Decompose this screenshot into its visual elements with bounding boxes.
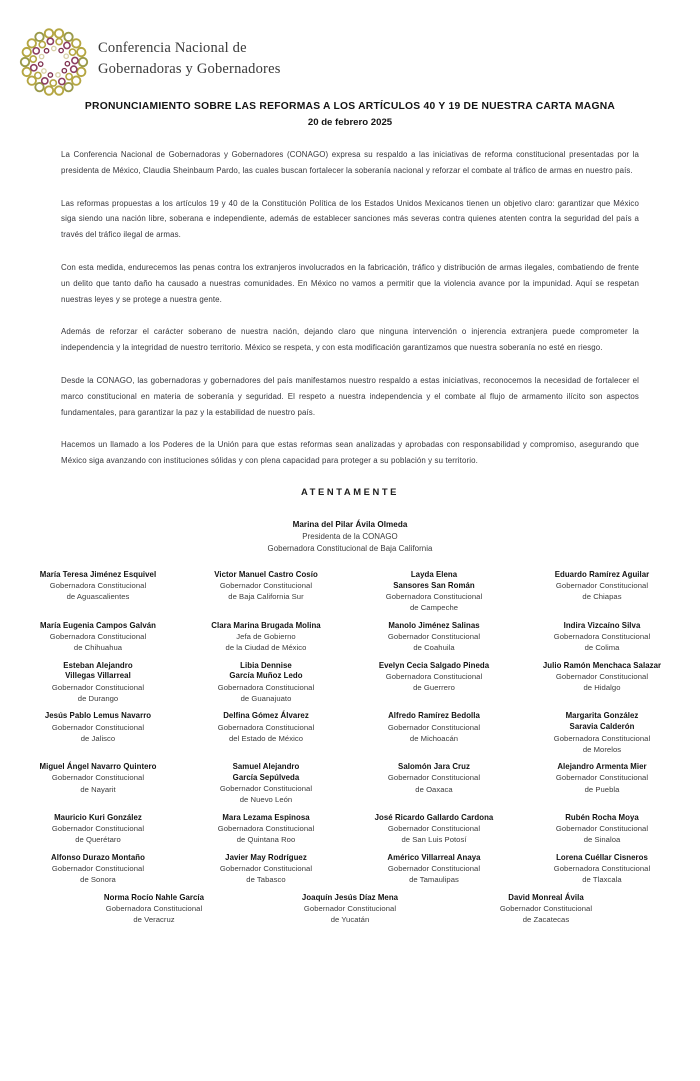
signatory-cell	[518, 762, 686, 795]
conago-circular-dots-logo-icon	[16, 26, 92, 98]
signatory-role: Gobernador Constitucional	[51, 773, 145, 783]
signatory-role: de Michoacán	[409, 733, 459, 743]
signatory-role: de Coahuila	[413, 643, 455, 653]
signatory-cell	[14, 762, 182, 795]
signatory-name: David Monreal Ávila	[508, 892, 584, 902]
signature-row	[14, 661, 686, 705]
brand-line-2: Gobernadoras y Gobernadores	[98, 60, 281, 77]
brand-name	[98, 38, 281, 79]
signatory-name: Lorena Cuéllar Cisneros	[556, 852, 648, 862]
closing-salutation: ATENTAMENTE	[300, 486, 400, 498]
body-text	[61, 147, 639, 469]
signatory-name: Alejandro Armenta Mier	[557, 762, 647, 772]
signatory-role: Gobernador Constitucional	[303, 904, 397, 914]
signatory-role: de Jalisco	[80, 733, 116, 743]
signatory-name: Mauricio Kuri González	[54, 812, 142, 822]
signatory-role: de Guanajuato	[240, 693, 292, 703]
signatory-role: Gobernador Constitucional	[555, 671, 649, 681]
signatory-cell	[14, 661, 182, 705]
signature-row	[14, 711, 686, 755]
signatory-role: Gobernador Constitucional	[499, 904, 593, 914]
signatory-name: Sansores San Román	[393, 580, 475, 590]
signatory-role: Gobernador Constitucional	[555, 581, 649, 591]
signature-row	[14, 762, 686, 806]
signatory-name: Julio Ramón Menchaca Salazar	[542, 660, 662, 670]
body-paragraph: Las reformas propuestas a los artículos 19 y 40 de la Constitución Política de los Estados Unidos Mexicanos tienen un objetivo claro: garantizar que México siga siendo una nación libre, soberana e independiente, además de establecer sanciones más severas contra quienes atenten contra la seguridad del país a través del tráfico ilegal de armas.	[61, 198, 639, 240]
signatory-role: de Nayarit	[80, 784, 116, 794]
signature-row	[14, 570, 686, 614]
signatory-name: Clara Marina Brugada Molina	[211, 620, 321, 630]
document-date: 20 de febrero 2025	[307, 116, 393, 128]
signatory-role: de Nuevo León	[239, 795, 293, 805]
signatory-name: María Eugenia Campos Galván	[40, 620, 156, 630]
signature-row	[14, 893, 686, 926]
signatory-cell	[350, 813, 518, 846]
president-role-line-1: Presidenta de la CONAGO	[302, 532, 398, 542]
signatory-cell	[518, 711, 686, 755]
signatory-cell	[350, 570, 518, 614]
signatory-name: Layda Elena	[410, 569, 458, 579]
signatory-role: de San Luis Potosí	[401, 835, 467, 845]
signatory-role: de Oaxaca	[415, 784, 453, 794]
signatory-role: de la Ciudad de México	[225, 643, 307, 653]
signatory-cell	[182, 853, 350, 886]
signatory-name: Jesús Pablo Lemus Navarro	[44, 711, 152, 721]
signatory-cell	[350, 853, 518, 886]
signature-row	[14, 621, 686, 654]
signatory-role: Gobernadora Constitucional	[217, 824, 315, 834]
signatory-role: del Estado de México	[228, 733, 304, 743]
signatory-cell	[350, 762, 518, 795]
signatory-name: Alfonso Durazo Montaño	[51, 852, 145, 862]
signatory-role: de Sonora	[80, 875, 116, 885]
signatory-cell	[182, 813, 350, 846]
signatory-role: Gobernadora Constitucional	[49, 632, 147, 641]
signatory-name: José Ricardo Gallardo Cardona	[374, 812, 494, 822]
signatory-cell	[56, 893, 252, 926]
signatory-role: de Morelos	[582, 744, 622, 754]
signatory-name: Victor Manuel Castro Cosío	[214, 569, 318, 579]
signatory-role: de Quintana Roo	[236, 835, 296, 845]
signatory-name: Margarita González	[565, 711, 639, 721]
signatory-cell	[350, 661, 518, 694]
signature-row	[14, 853, 686, 886]
signatory-role: de Sinaloa	[583, 835, 621, 845]
signatory-name: Salomón Jara Cruz	[398, 762, 470, 772]
signatory-name: García Muñoz Ledo	[229, 671, 303, 681]
signatory-name: García Sepúlveda	[232, 772, 300, 782]
brand-line-1: Conferencia Nacional de	[98, 40, 247, 56]
title-block	[0, 100, 700, 128]
signatory-role: de Aguascalientes	[66, 592, 130, 602]
signatory-cell	[14, 813, 182, 846]
signatory-name: Samuel Alejandro	[232, 762, 300, 772]
president-role-line-2: Gobernadora Constitucional de Baja California	[267, 544, 433, 554]
signatory-cell	[14, 853, 182, 886]
signatory-role: Gobernadora Constitucional	[217, 722, 315, 732]
signatory-role: de Querétaro	[75, 835, 121, 845]
signatory-role: de Veracruz	[133, 915, 175, 925]
signatory-name: Norma Rocío Nahle García	[103, 892, 205, 902]
signatory-name: Eduardo Ramírez Aguilar	[554, 569, 650, 579]
signatory-role: de Campeche	[409, 603, 459, 613]
signatory-cell	[350, 621, 518, 654]
signatory-cell	[182, 661, 350, 705]
signatory-role: de Colima	[584, 643, 620, 653]
signatory-cell	[518, 570, 686, 603]
signatory-role: de Baja California Sur	[228, 592, 304, 602]
signatory-name: Alfredo Ramírez Bedolla	[388, 711, 480, 721]
signatory-role: Gobernadora Constitucional	[105, 904, 203, 914]
signatory-cell	[252, 893, 448, 926]
signatory-name: Rubén Rocha Moya	[565, 812, 639, 822]
signatory-role: Gobernadora Constitucional	[553, 632, 651, 641]
signatory-role: Gobernador Constitucional	[219, 581, 313, 591]
signatory-cell	[182, 570, 350, 603]
signatory-name: Mara Lezama Espinosa	[222, 812, 310, 822]
signatory-role: Gobernadora Constitucional	[217, 682, 315, 692]
signature-row	[14, 813, 686, 846]
signatory-cell	[14, 570, 182, 603]
signatory-role: Gobernadora Constitucional	[553, 733, 651, 743]
signatory-role: Gobernadora Constitucional	[385, 592, 483, 602]
signatory-name: Esteban Alejandro	[63, 660, 133, 670]
signatory-name: Joaquín Jesús Díaz Mena	[301, 892, 399, 902]
signatory-cell	[518, 813, 686, 846]
signatory-cell	[182, 711, 350, 744]
signatory-cell	[14, 711, 182, 744]
signatory-role: Gobernador Constitucional	[51, 864, 145, 874]
signatory-cell	[350, 711, 518, 744]
president-signature	[0, 519, 700, 555]
signature-grid	[14, 570, 686, 933]
signatory-name: Américo Villarreal Anaya	[387, 852, 481, 862]
signatory-name: Libia Dennise	[240, 660, 292, 670]
signatory-name: Indira Vizcaíno Silva	[563, 620, 641, 630]
signatory-role: de Hidalgo	[583, 683, 621, 692]
signatory-name: Manolo Jiménez Salinas	[388, 620, 480, 630]
signatory-role: Gobernadora Constitucional	[553, 864, 651, 874]
signatory-role: de Durango	[77, 693, 119, 703]
signatory-role: Gobernador Constitucional	[387, 773, 481, 783]
letterhead	[0, 0, 700, 78]
signatory-name: Miguel Ángel Navarro Quintero	[39, 762, 157, 772]
signatory-role: de Tamaulipas	[409, 875, 459, 885]
signatory-name: Villegas Villarreal	[65, 671, 131, 681]
signatory-role: de Chiapas	[582, 592, 622, 602]
president-name: Marina del Pilar Ávila Olmeda	[292, 520, 408, 530]
signatory-role: de Yucatán	[330, 915, 370, 925]
body-paragraph: Hacemos un llamado a los Poderes de la Unión para que estas reformas sean analizadas y aprobadas con responsabilidad y compromiso, asegurando que México siga avanzando con instituciones sólidas y con plena capacidad para proteger a su población y su territorio.	[61, 440, 639, 466]
signatory-cell	[518, 621, 686, 654]
signatory-role: Gobernador Constitucional	[219, 784, 313, 794]
signatory-role: Gobernador Constitucional	[387, 722, 481, 732]
signatory-role: Gobernador Constitucional	[387, 824, 481, 834]
page-title: PRONUNCIAMIENTO SOBRE LAS REFORMAS A LOS ARTÍCULOS 40 Y 19 DE NUESTRA CARTA MAGNA	[84, 101, 616, 112]
body-paragraph: Con esta medida, endurecemos las penas contra los extranjeros involucrados en la fabricación, tráfico y distribución de armas ilegales, combatiendo de frente un delito que tanto daño ha causado a nuestras comunidades. En México no vamos a permitir que la violencia avance por la impunidad. Aquí se respetan nuestras leyes y se protege a nuestra gente.	[61, 262, 639, 304]
signatory-role: Jefa de Gobierno	[236, 632, 296, 641]
signatory-role: Gobernador Constitucional	[387, 864, 481, 874]
signatory-cell	[182, 621, 350, 654]
signatory-name: Saravia Calderón	[569, 722, 635, 732]
body-paragraph: Desde la CONAGO, las gobernadoras y gobernadores del país manifestamos nuestro respaldo a estas iniciativas, reconocemos la necesidad de fortalecer el marco constitucional en materia de soberanía y seguridad. El respeto a nuestra independencia y el combate al flujo de armamento ilícito son aspectos fundamentales, para garantizar la paz y la estabilidad de nuestro país.	[61, 376, 639, 417]
signatory-role: de Tabasco	[246, 875, 286, 885]
signatory-cell	[518, 661, 686, 694]
body-paragraph: Además de reforzar el carácter soberano de nuestra nación, dejando claro que ninguna intervención o injerencia extranjera puede comprometer la independencia y la integridad de nuestro territorio. México se respeta, y con esta modificación garantizamos que nuestra soberanía no esté en riesgo.	[61, 327, 639, 353]
signatory-role: Gobernadora Constitucional	[49, 581, 147, 591]
signatory-role: de Tlaxcala	[582, 875, 622, 885]
signatory-role: de Chihuahua	[73, 643, 123, 653]
signatory-cell	[182, 762, 350, 806]
signatory-cell	[14, 621, 182, 654]
conago-logo	[16, 26, 92, 98]
signatory-role: Gobernadora Constitucional	[385, 671, 483, 681]
signatory-role: Gobernador Constitucional	[51, 824, 145, 834]
signatory-role: Gobernador Constitucional	[51, 722, 145, 732]
signatory-role: Gobernador Constitucional	[555, 773, 649, 783]
signatory-role: Gobernador Constitucional	[387, 632, 481, 641]
signatory-name: Delfina Gómez Álvarez	[223, 711, 309, 721]
signatory-cell	[448, 893, 644, 926]
signatory-role: Gobernador Constitucional	[219, 864, 313, 874]
signatory-role: de Zacatecas	[522, 915, 570, 925]
signatory-name: María Teresa Jiménez Esquivel	[39, 569, 157, 579]
signatory-role: de Puebla	[584, 784, 620, 794]
signatory-role: Gobernador Constitucional	[51, 682, 145, 692]
signatory-name: Javier May Rodríguez	[225, 852, 307, 862]
body-paragraph: La Conferencia Nacional de Gobernadoras y Gobernadores (CONAGO) expresa su respaldo a las iniciativas de reforma constitucional presentadas por la presidenta de México, Claudia Sheinbaum Pardo, las cuales buscan fortalecer la soberanía nacional y reforzar el combate al tráfico de armas en nuestro país.	[61, 149, 639, 175]
signatory-name: Evelyn Cecia Salgado Pineda	[378, 660, 490, 670]
signatory-role: Gobernador Constitucional	[555, 824, 649, 834]
signatory-cell	[518, 853, 686, 886]
signatory-role: de Guerrero	[413, 683, 455, 692]
